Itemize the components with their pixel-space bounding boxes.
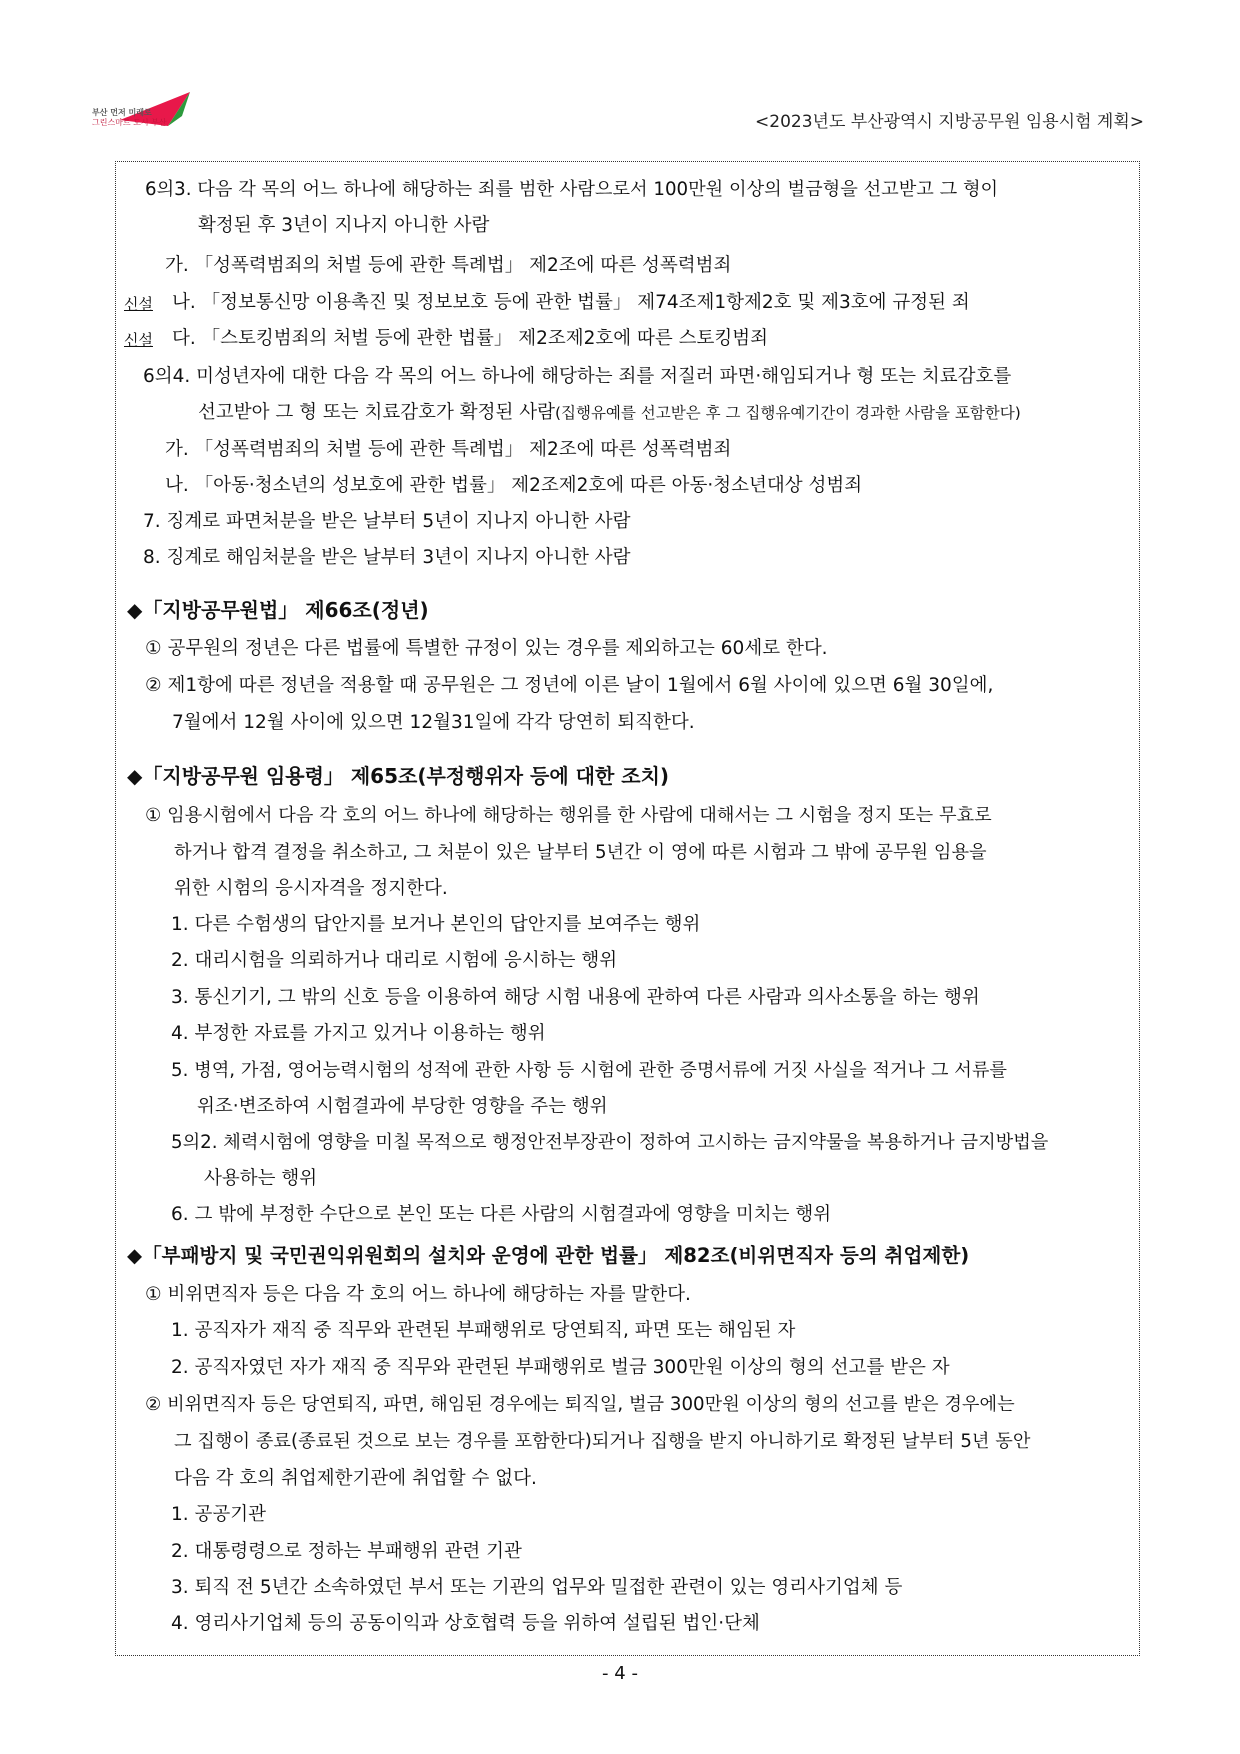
misconduct-item-6: 6. 그 밖에 부정한 수단으로 본인 또는 다른 사람의 시험결과에 영향을 미치는 행위 bbox=[171, 1204, 832, 1225]
item-6-4-main: 선고받아 그 형 또는 치료감호가 확정된 사람 bbox=[198, 402, 555, 423]
section-heading-employment-limit: ◆「부패방지 및 국민권익위원회의 설치와 운영에 관한 법률」 제82조(비위면직자 등의 취업제한) bbox=[127, 1244, 970, 1267]
item-6-3-da: 다. 「스토킹범죄의 처벌 등에 관한 법률」 제2조제2호에 따른 스토킹범죄 bbox=[172, 328, 768, 349]
item-6-3-ga: 가. 「성폭력범죄의 처벌 등에 관한 특례법」 제2조에 따른 성폭력범죄 bbox=[165, 255, 732, 276]
logo-subtitle: 그린스마트 도시 부산 bbox=[92, 118, 167, 127]
misconduct-item-2: 2. 대리시험을 의뢰하거나 대리로 시험에 응시하는 행위 bbox=[171, 950, 618, 971]
retirement-para-2-line1: ② 제1항에 따른 정년을 적용할 때 공무원은 그 정년에 이른 날이 1월에서 6월 사이에 있으면 6월 30일에, bbox=[145, 675, 994, 696]
item-6-3-line1: 6의3. 다음 각 목의 어느 하나에 해당하는 죄를 범한 사람으로서 100만원 이상의 벌금형을 선고받고 그 형이 bbox=[145, 179, 999, 200]
item-6-3-line2: 확정된 후 3년이 지나지 아니한 사람 bbox=[198, 215, 490, 236]
new-mark: 신설 bbox=[124, 295, 153, 313]
employment-para-2-line3: 다음 각 호의 취업제한기관에 취업할 수 없다. bbox=[174, 1468, 537, 1489]
item-6-4-ga: 가. 「성폭력범죄의 처벌 등에 관한 특례법」 제2조에 따른 성폭력범죄 bbox=[165, 439, 732, 460]
logo-slogan: 부산 먼저 미래로 bbox=[92, 108, 152, 117]
item-6-4-na: 나. 「아동·청소년의 성보호에 관한 법률」 제2조제2호에 따른 아동·청소년대상 성범죄 bbox=[165, 475, 863, 496]
retirement-para-1: ① 공무원의 정년은 다른 법률에 특별한 규정이 있는 경우를 제외하고는 60세로 한다. bbox=[145, 638, 828, 659]
misconduct-item-5-2-line2: 사용하는 행위 bbox=[204, 1168, 318, 1189]
employment-para-1: ① 비위면직자 등은 다음 각 호의 어느 하나에 해당하는 자를 말한다. bbox=[145, 1284, 691, 1305]
misconduct-item-5-2-line1: 5의2. 체력시험에 영향을 미칠 목적으로 행정안전부장관이 정하여 고시하는 금지약물을 복용하거나 금지방법을 bbox=[171, 1132, 1049, 1153]
misconduct-para-1-line2: 하거나 합격 결정을 취소하고, 그 처분이 있은 날부터 5년간 이 영에 따른 시험과 그 밖에 공무원 임용을 bbox=[174, 842, 987, 863]
misconduct-item-5-line1: 5. 병역, 가점, 영어능력시험의 성적에 관한 사항 등 시험에 관한 증명서류에 거짓 사실을 적거나 그 서류를 bbox=[171, 1060, 1007, 1081]
misconduct-item-4: 4. 부정한 자료를 가지고 있거나 이용하는 행위 bbox=[171, 1023, 546, 1044]
misconduct-para-1-line3: 위한 시험의 응시자격을 정지한다. bbox=[174, 878, 448, 899]
employment-para-1-item-2: 2. 공직자였던 자가 재직 중 직무와 관련된 부패행위로 벌금 300만원 이상의 형의 선고를 받은 자 bbox=[171, 1357, 950, 1378]
busan-logo bbox=[90, 90, 194, 134]
page-number: - 4 - bbox=[602, 1663, 638, 1684]
item-6-4-line2 bbox=[198, 401, 1021, 425]
misconduct-item-1: 1. 다른 수험생의 답안지를 보거나 본인의 답안지를 보여주는 행위 bbox=[171, 914, 701, 935]
section-heading-retirement: ◆「지방공무원법」 제66조(정년) bbox=[127, 598, 429, 622]
item-7: 7. 징계로 파면처분을 받은 날부터 5년이 지나지 아니한 사람 bbox=[143, 511, 631, 532]
employment-para-2-item-1: 1. 공공기관 bbox=[171, 1504, 267, 1525]
item-6-3-na: 나. 「정보통신망 이용촉진 및 정보보호 등에 관한 법률」 제74조제1항제2호 및 제3호에 규정된 죄 bbox=[172, 292, 970, 313]
employment-para-2-line1: ② 비위면직자 등은 당연퇴직, 파면, 해임된 경우에는 퇴직일, 벌금 300만원 이상의 형의 선고를 받은 경우에는 bbox=[145, 1394, 1015, 1415]
employment-para-2-item-3: 3. 퇴직 전 5년간 소속하였던 부서 또는 기관의 업무와 밀접한 관련이 있는 영리사기업체 등 bbox=[171, 1577, 903, 1598]
misconduct-item-3: 3. 통신기기, 그 밖의 신호 등을 이용하여 해당 시험 내용에 관하여 다른 사람과 의사소통을 하는 행위 bbox=[171, 987, 980, 1008]
item-8: 8. 징계로 해임처분을 받은 날부터 3년이 지나지 아니한 사람 bbox=[143, 547, 631, 568]
document-title: <2023년도 부산광역시 지방공무원 임용시험 계획> bbox=[755, 112, 1144, 132]
employment-para-1-item-1: 1. 공직자가 재직 중 직무와 관련된 부패행위로 당연퇴직, 파면 또는 해임된 자 bbox=[171, 1320, 796, 1341]
item-6-4-note: (집행유예를 선고받은 후 그 집행유예기간이 경과한 사람을 포함한다) bbox=[554, 404, 1021, 422]
new-mark: 신설 bbox=[124, 331, 153, 349]
employment-para-2-item-4: 4. 영리사기업체 등의 공동이익과 상호협력 등을 위하여 설립된 법인·단체 bbox=[171, 1613, 760, 1634]
section-heading-misconduct: ◆「지방공무원 임용령」 제65조(부정행위자 등에 대한 조치) bbox=[127, 764, 670, 788]
misconduct-para-1-line1: ① 임용시험에서 다음 각 호의 어느 하나에 해당하는 행위를 한 사람에 대해서는 그 시험을 정지 또는 무효로 bbox=[145, 805, 992, 826]
employment-para-2-item-2: 2. 대통령령으로 정하는 부패행위 관련 기관 bbox=[171, 1541, 522, 1562]
employment-para-2-line2: 그 집행이 종료(종료된 것으로 보는 경우를 포함한다)되거나 집행을 받지 아니하기로 확정된 날부터 5년 동안 bbox=[174, 1431, 1031, 1452]
item-6-4-line1: 6의4. 미성년자에 대한 다음 각 목의 어느 하나에 해당하는 죄를 저질러 파면·해임되거나 형 또는 치료감호를 bbox=[143, 366, 1012, 387]
misconduct-item-5-line2: 위조·변조하여 시험결과에 부당한 영향을 주는 행위 bbox=[197, 1096, 608, 1117]
retirement-para-2-line2: 7월에서 12월 사이에 있으면 12월31일에 각각 당연히 퇴직한다. bbox=[172, 712, 695, 733]
